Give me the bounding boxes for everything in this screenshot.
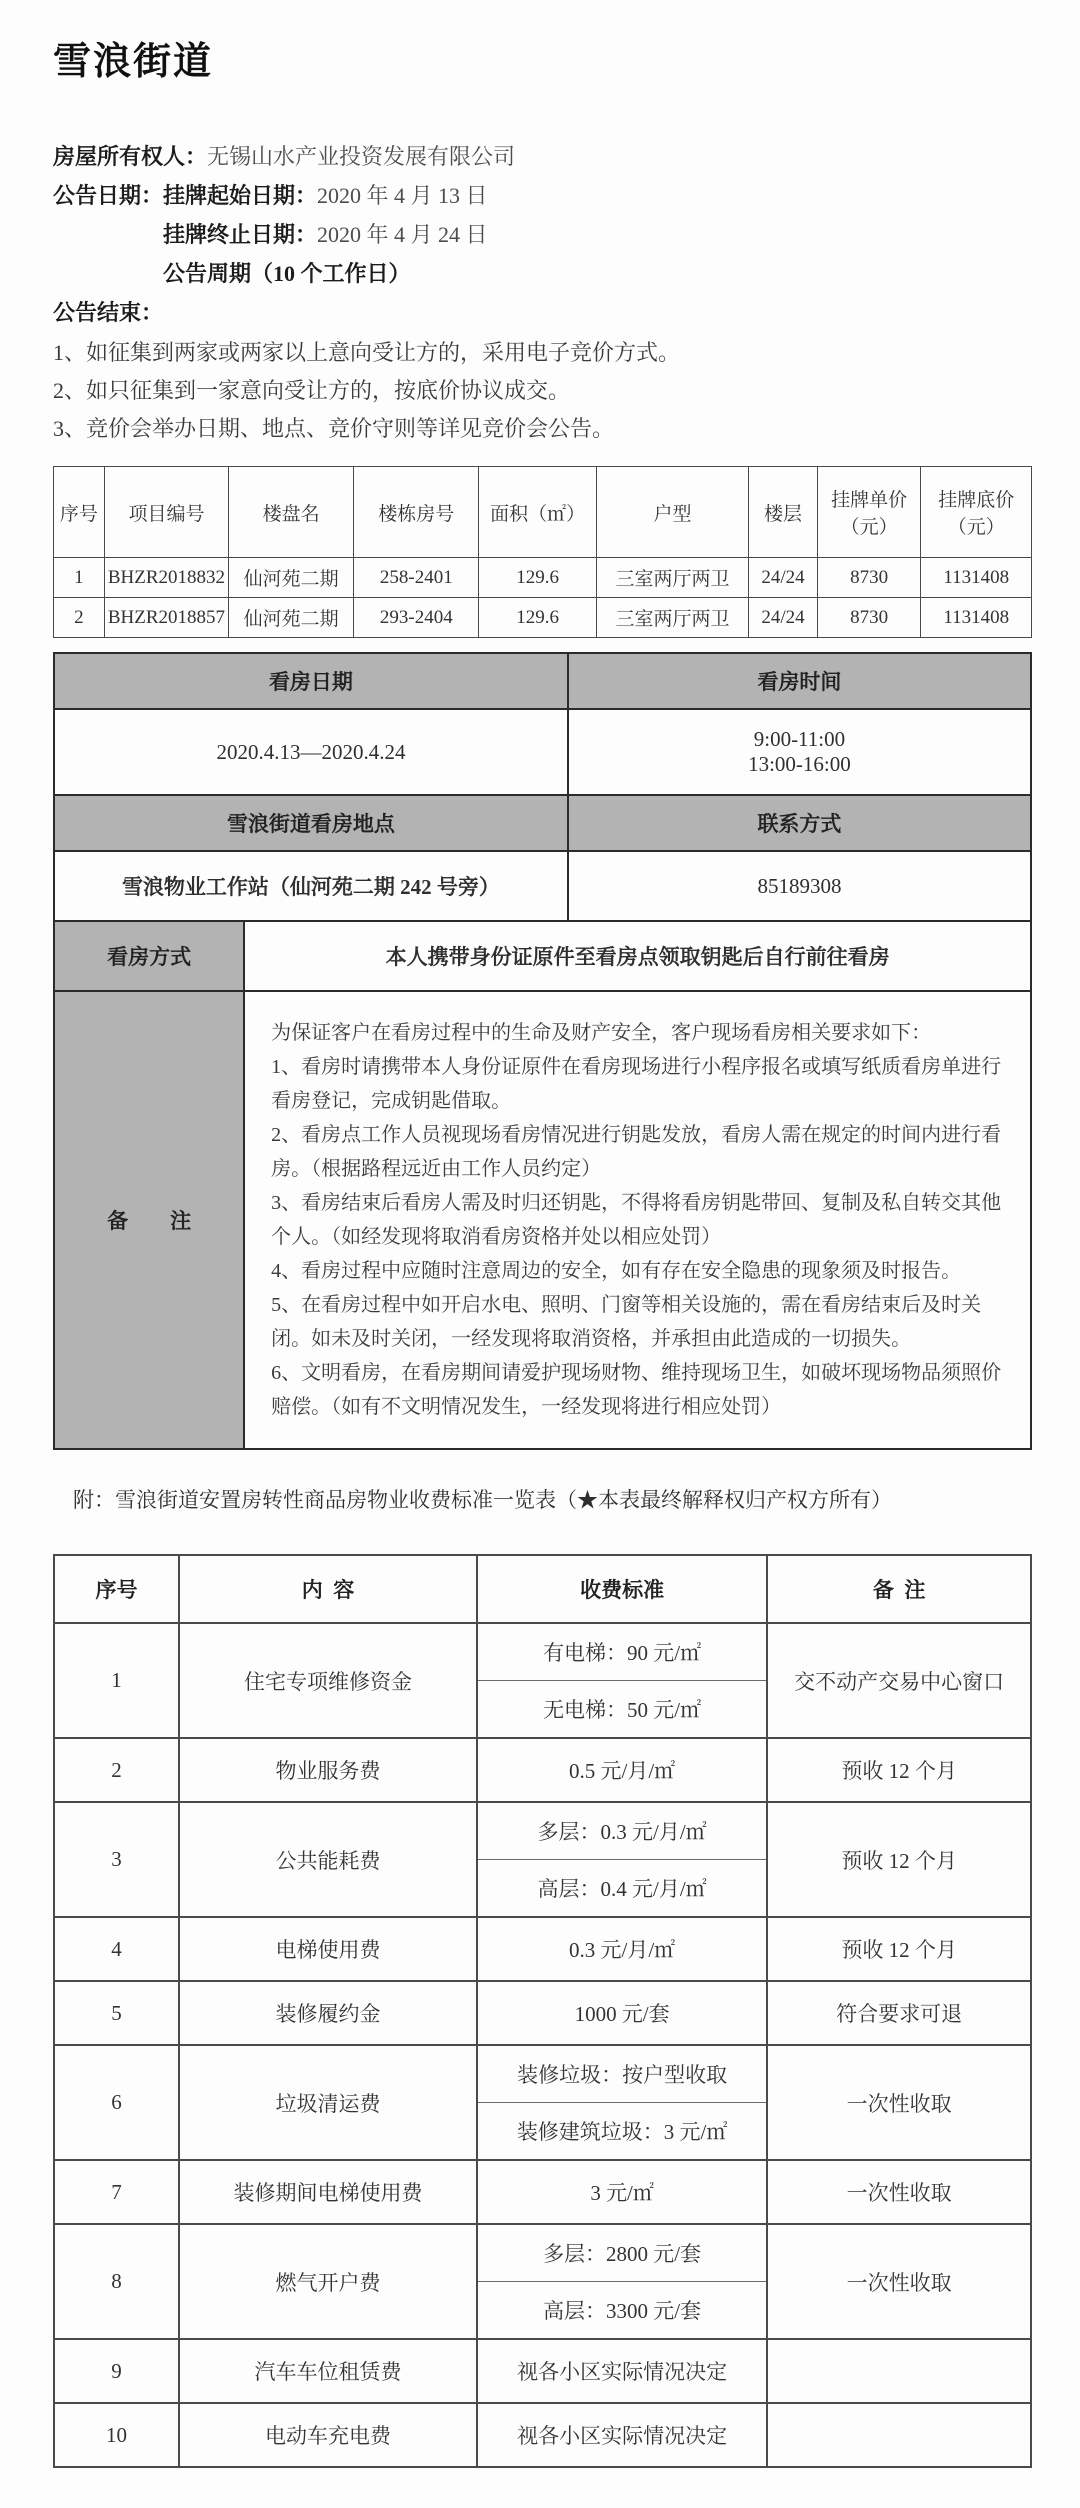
- viewing-header-row-2: [55, 796, 1030, 852]
- fee-note: 一次性收取: [767, 2224, 1031, 2339]
- listing-end-value: 2020 年 4 月 24 日: [317, 222, 488, 247]
- fee-seq: 1: [54, 1623, 179, 1738]
- rule-item-3: 3、竞价会举办日期、地点、竞价守则等详见竞价会公告。: [53, 416, 615, 441]
- fees-header-seq: 序号: [54, 1555, 179, 1623]
- fee-standard: 有电梯：90 元/㎡: [477, 1623, 767, 1681]
- fee-seq: 7: [54, 2160, 179, 2224]
- fee-seq: 2: [54, 1738, 179, 1802]
- info-block: [53, 137, 1032, 448]
- fee-standard: 0.3 元/月/㎡: [477, 1917, 767, 1981]
- fee-content: 电动车充电费: [179, 2403, 477, 2467]
- viewing-time-afternoon: 13:00-16:00: [748, 752, 851, 776]
- listings-header-estate: 楼盘名: [229, 467, 354, 558]
- fee-note: 预收 12 个月: [767, 1738, 1031, 1802]
- rules-list: [53, 334, 1032, 448]
- fees-row: [54, 2339, 1031, 2403]
- listing-start-line: [53, 176, 1032, 215]
- fee-content: 装修期间电梯使用费: [179, 2160, 477, 2224]
- remark-item-2: 2、看房点工作人员视现场看房情况进行钥匙发放，看房人需在规定的时间内进行看房。（根据路程远近由工作人员约定）: [271, 1124, 1002, 1180]
- notice-date-label: 公告日期：: [53, 183, 164, 208]
- viewing-info-table: [53, 652, 1032, 1450]
- listings-header-base-price: 挂牌底价（元）: [921, 467, 1032, 558]
- fee-standard: 3 元/㎡: [477, 2160, 767, 2224]
- owner-line: [53, 137, 1032, 176]
- cell-floor: 24/24: [749, 558, 817, 598]
- fee-standard: 高层：0.4 元/月/㎡: [477, 1860, 767, 1918]
- notice-end-label: 公告结束：: [53, 300, 164, 325]
- fee-standard: 0.5 元/月/㎡: [477, 1738, 767, 1802]
- viewing-location-value: 雪浪物业工作站（仙河苑二期 242 号旁）: [121, 875, 500, 899]
- fee-seq: 4: [54, 1917, 179, 1981]
- fees-row: [54, 2224, 1031, 2282]
- fee-note: 符合要求可退: [767, 1981, 1031, 2045]
- fees-header-standard: 收费标准: [477, 1555, 767, 1623]
- fee-standard: 多层：0.3 元/月/㎡: [477, 1802, 767, 1860]
- fee-note: 一次性收取: [767, 2160, 1031, 2224]
- cell-area: 129.6: [479, 558, 596, 598]
- viewing-method-value: 本人携带身份证原件至看房点领取钥匙后自行前往看房: [243, 922, 1030, 990]
- fee-content: 住宅专项维修资金: [179, 1623, 477, 1738]
- remark-item-5: 5、在看房过程中如开启水电、照明、门窗等相关设施的，需在看房结束后及时关闭。如未及时关闭，一经发现将取消资格，并承担由此造成的一切损失。: [271, 1294, 982, 1350]
- owner-value: 无锡山水产业投资发展有限公司: [207, 144, 516, 169]
- viewing-method-row: [55, 922, 1030, 992]
- viewing-data-row-2: [55, 852, 1030, 922]
- fee-content: 汽车车位租赁费: [179, 2339, 477, 2403]
- fee-seq: 10: [54, 2403, 179, 2467]
- appendix-note: 附：雪浪街道安置房转性商品房物业收费标准一览表（★本表最终解释权归产权方所有）: [73, 1488, 892, 1512]
- viewing-data-row-1: [55, 710, 1030, 796]
- fee-content: 公共能耗费: [179, 1802, 477, 1917]
- remark-item-4: 4、看房过程中应随时注意周边的安全，如有存在安全隐患的现象须及时报告。: [271, 1260, 962, 1282]
- fees-table: [53, 1554, 1032, 2468]
- listing-start-value: 2020 年 4 月 13 日: [317, 183, 488, 208]
- fee-seq: 9: [54, 2339, 179, 2403]
- fee-note: 交不动产交易中心窗口: [767, 1623, 1031, 1738]
- fee-note: 一次性收取: [767, 2045, 1031, 2160]
- viewing-remark-row: [55, 992, 1030, 1448]
- rule-item-2: 2、如只征集到一家意向受让方的，按底价协议成交。: [53, 378, 571, 403]
- viewing-date-value: 2020.4.13—2020.4.24: [216, 739, 406, 764]
- fees-header-row: [54, 1555, 1031, 1623]
- fee-note: [767, 2339, 1031, 2403]
- fee-note: 预收 12 个月: [767, 1802, 1031, 1917]
- listing-end-line: [53, 215, 1032, 254]
- fees-row: [54, 1738, 1031, 1802]
- cell-unit: 293-2404: [354, 598, 479, 638]
- fee-content: 物业服务费: [179, 1738, 477, 1802]
- fee-content: 装修履约金: [179, 1981, 477, 2045]
- cell-seq: 1: [54, 558, 105, 598]
- fees-header-note: 备 注: [767, 1555, 1031, 1623]
- fee-standard: 无电梯：50 元/㎡: [477, 1681, 767, 1739]
- remark-content: [243, 992, 1030, 1448]
- fee-seq: 6: [54, 2045, 179, 2160]
- cell-estate: 仙河苑二期: [229, 558, 354, 598]
- viewing-date-header: 看房日期: [55, 654, 567, 708]
- viewing-time-morning: 9:00-11:00: [753, 727, 846, 751]
- cell-area: 129.6: [479, 598, 596, 638]
- cell-estate: 仙河苑二期: [229, 598, 354, 638]
- owner-label: 房屋所有权人：: [53, 144, 208, 169]
- fees-row: [54, 2045, 1031, 2103]
- fee-standard: 高层：3300 元/套: [477, 2282, 767, 2340]
- fee-seq: 3: [54, 1802, 179, 1917]
- fee-seq: 5: [54, 1981, 179, 2045]
- listings-header-project: 项目编号: [104, 467, 228, 558]
- fee-standard: 视各小区实际情况决定: [477, 2339, 767, 2403]
- fee-standard: 装修垃圾：按户型收取: [477, 2045, 767, 2103]
- cell-project: BHZR2018857: [104, 598, 228, 638]
- listings-header-unit: 楼栋房号: [354, 467, 479, 558]
- viewing-contact-value: 85189308: [567, 852, 1030, 920]
- viewing-time-header: 看房时间: [567, 654, 1030, 708]
- viewing-time-value: [567, 710, 1030, 794]
- listing-start-label: 挂牌起始日期：: [163, 183, 318, 208]
- cell-unit: 258-2401: [354, 558, 479, 598]
- viewing-location-header: 雪浪街道看房地点: [55, 796, 567, 850]
- cell-unit-price: 8730: [817, 558, 921, 598]
- notice-period-label: 公告周期（10 个工作日）: [163, 261, 411, 286]
- listings-header-seq: 序号: [54, 467, 105, 558]
- remark-item-1: 1、看房时请携带本人身份证原件在看房现场进行小程序报名或填写纸质看房单进行看房登记，完成钥匙借取。: [271, 1056, 1002, 1112]
- page-title: 雪浪街道: [53, 41, 214, 83]
- fee-standard: 视各小区实际情况决定: [477, 2403, 767, 2467]
- cell-base-price: 1131408: [921, 558, 1032, 598]
- listings-table: [53, 466, 1032, 638]
- cell-layout: 三室两厅两卫: [596, 598, 749, 638]
- listings-header-unit-price: 挂牌单价（元）: [817, 467, 921, 558]
- fees-row: [54, 2160, 1031, 2224]
- fees-row: [54, 1623, 1031, 1681]
- viewing-contact-header: 联系方式: [567, 796, 1030, 850]
- fee-content: 垃圾清运费: [179, 2045, 477, 2160]
- listings-header-area: 面积（㎡）: [479, 467, 596, 558]
- listings-header-floor: 楼层: [749, 467, 817, 558]
- cell-layout: 三室两厅两卫: [596, 558, 749, 598]
- listings-header-row: [54, 467, 1032, 558]
- remark-item-3: 3、看房结束后看房人需及时归还钥匙，不得将看房钥匙带回、复制及私自转交其他个人。（如经发现将取消看房资格并处以相应处罚）: [271, 1192, 1002, 1248]
- cell-floor: 24/24: [749, 598, 817, 638]
- notice-period-line: [53, 254, 1032, 293]
- fee-note: 预收 12 个月: [767, 1917, 1031, 1981]
- remark-label: 备 注: [55, 992, 243, 1448]
- fee-standard: 装修建筑垃圾：3 元/㎡: [477, 2103, 767, 2161]
- rule-item-1: 1、如征集到两家或两家以上意向受让方的，采用电子竞价方式。: [53, 340, 681, 365]
- remark-item-6: 6、文明看房，在看房期间请爱护现场财物、维持现场卫生，如破坏现场物品须照价赔偿。（如有不文明情况发生，一经发现将进行相应处罚）: [271, 1362, 1002, 1418]
- listing-end-label: 挂牌终止日期：: [163, 222, 318, 247]
- fees-row: [54, 1917, 1031, 1981]
- cell-base-price: 1131408: [921, 598, 1032, 638]
- remark-intro: 为保证客户在看房过程中的生命及财产安全，客户现场看房相关要求如下：: [271, 1022, 932, 1044]
- fee-seq: 8: [54, 2224, 179, 2339]
- cell-seq: 2: [54, 598, 105, 638]
- fee-content: 电梯使用费: [179, 1917, 477, 1981]
- viewing-header-row-1: [55, 654, 1030, 710]
- fees-row: [54, 1802, 1031, 1860]
- fee-content: 燃气开户费: [179, 2224, 477, 2339]
- fees-row: [54, 1981, 1031, 2045]
- listings-row: [54, 558, 1032, 598]
- fees-row: [54, 2403, 1031, 2467]
- cell-project: BHZR2018832: [104, 558, 228, 598]
- fee-standard: 多层：2800 元/套: [477, 2224, 767, 2282]
- fees-header-content: 内 容: [179, 1555, 477, 1623]
- listings-row: [54, 598, 1032, 638]
- listings-header-layout: 户型: [596, 467, 749, 558]
- cell-unit-price: 8730: [817, 598, 921, 638]
- fee-note: [767, 2403, 1031, 2467]
- viewing-method-label: 看房方式: [55, 922, 243, 990]
- notice-end-line: [53, 293, 1032, 332]
- fee-standard: 1000 元/套: [477, 1981, 767, 2045]
